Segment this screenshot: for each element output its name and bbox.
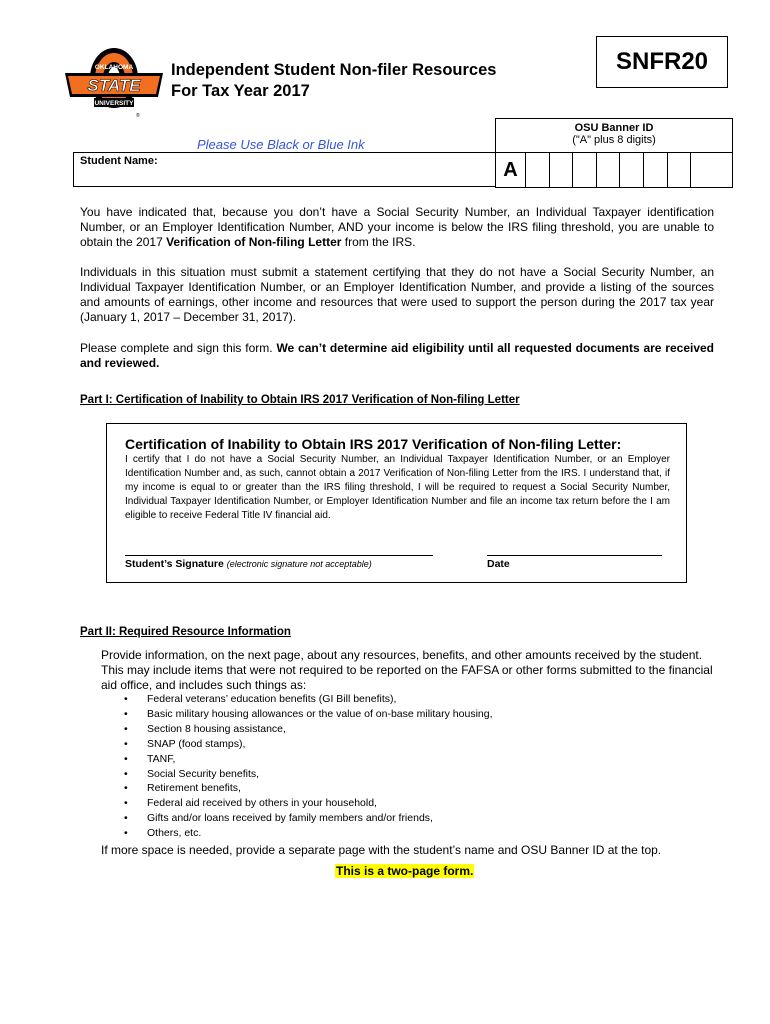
form-title-line1: Independent Student Non-filer Resources <box>171 61 497 79</box>
list-item: • Social Security benefits, <box>120 767 493 782</box>
banner-id-digit-8[interactable] <box>691 153 715 188</box>
banner-id-digit-4[interactable] <box>597 153 621 188</box>
part1-heading: Part I: Certification of Inability to Obtain IRS 2017 Verification of Non-filing Letter <box>80 394 520 406</box>
signature-note: (electronic signature not acceptable) <box>226 559 372 569</box>
list-item: • TANF, <box>120 752 493 767</box>
two-page-notice: This is a two-page form. <box>336 864 474 878</box>
svg-text:®: ® <box>136 113 140 118</box>
list-item: • SNAP (food stamps), <box>120 737 493 752</box>
form-code: SNFR20 <box>596 36 728 88</box>
list-item: • Federal veterans’ education benefits (GI Bill benefits), <box>120 692 493 707</box>
resource-list <box>120 692 493 841</box>
form-title-line2: For Tax Year 2017 <box>171 82 310 100</box>
form-title <box>171 60 496 102</box>
list-item: • Gifts and/or loans received by family members and/or friends, <box>120 811 493 826</box>
para1-bold: Verification of Non-filing Letter <box>166 235 342 249</box>
date-label: Date <box>487 558 510 570</box>
part2-heading: Part II: Required Resource Information <box>80 626 291 638</box>
certification-text: I certify that I do not have a Social Security Number, an Individual Taxpayer Identification Number, or an Employer Identification Number and, as such, cannot obtain a 2017 Verification of Non-filing Letter from the IRS. I understand that, if my income is equal to or greater than the IRS filing threshold, I will be required to request a Social Security Number, Individual Taxpayer Identification Number, or Employer Identification Number and file an income tax return before the I am eligible to receive Federal Title IV financial aid. <box>125 454 670 521</box>
list-item: • Section 8 housing assistance, <box>120 722 493 737</box>
student-name-label: Student Name: <box>80 155 158 167</box>
banner-id-digit-2[interactable] <box>550 153 574 188</box>
list-item: • Others, etc. <box>120 826 493 841</box>
banner-id-cells <box>496 153 732 188</box>
signature-line[interactable] <box>125 555 433 556</box>
date-line[interactable] <box>487 555 662 556</box>
banner-id-digit-3[interactable] <box>573 153 597 188</box>
banner-id-prefix: A <box>496 153 526 188</box>
banner-id-digit-1[interactable] <box>526 153 550 188</box>
intro-paragraph-2: Individuals in this situation must submit a statement certifying that they do not have a Social Security Number, an Individual Taxpayer Identification Number, or an Employer Identification Number, and provide a listing of the sources and amounts of earnings, other income and resources that were used to support the person during the 2017 tax year (January 1, 2017 – December 31, 2017). <box>80 265 714 324</box>
logo-text-bottom: UNIVERSITY <box>94 100 134 107</box>
signature-label <box>125 558 372 570</box>
banner-id-digit-6[interactable] <box>644 153 668 188</box>
list-item: • Basic military housing allowances or the value of on-base military housing, <box>120 707 493 722</box>
para1-text-end: from the IRS. <box>341 235 416 249</box>
signature-label-text: Student’s Signature <box>125 558 224 570</box>
banner-id-header <box>496 119 732 153</box>
logo-text-main: STATE <box>87 76 141 95</box>
para1-text: You have indicated that, because you don’t have a Social Security Number, an Individual Taxpayer identification Number, or an Employer Identification Number, AND your income is below the IRS filing threshold, you are unable to obtain the 2017 <box>80 205 714 249</box>
ink-instruction: Please Use Black or Blue Ink <box>197 137 365 152</box>
more-space-note: If more space is needed, provide a separate page with the student’s name and OSU Banner ID at the top. <box>101 843 662 857</box>
intro-paragraph-1 <box>80 205 714 250</box>
para3-text: Please complete and sign this form. <box>80 341 277 355</box>
banner-id-hint: ("A" plus 8 digits) <box>572 134 656 146</box>
banner-id-digit-7[interactable] <box>668 153 692 188</box>
student-name-field[interactable] <box>73 152 495 187</box>
certification-box <box>106 423 687 583</box>
banner-id-title: OSU Banner ID <box>574 122 654 134</box>
logo-text-top: OKLAHOMA <box>94 64 134 71</box>
certification-title: Certification of Inability to Obtain IRS 2017 Verification of Non-filing Letter: <box>125 436 622 452</box>
banner-id-box <box>495 118 733 188</box>
list-item: • Retirement benefits, <box>120 781 493 796</box>
banner-id-digit-5[interactable] <box>620 153 644 188</box>
intro-paragraph-3 <box>80 341 714 371</box>
osu-logo <box>64 42 164 118</box>
para3-bold: We can’t determine aid eligibility until all requested documents are received and reviewed. <box>80 341 715 370</box>
list-item: • Federal aid received by others in your household, <box>120 796 493 811</box>
part2-intro: Provide information, on the next page, about any resources, benefits, and other amounts received by the student. This may include items that were not required to be reported on the FAFSA or other forms submitted to the financial aid office, and includes such things as: <box>101 648 713 692</box>
